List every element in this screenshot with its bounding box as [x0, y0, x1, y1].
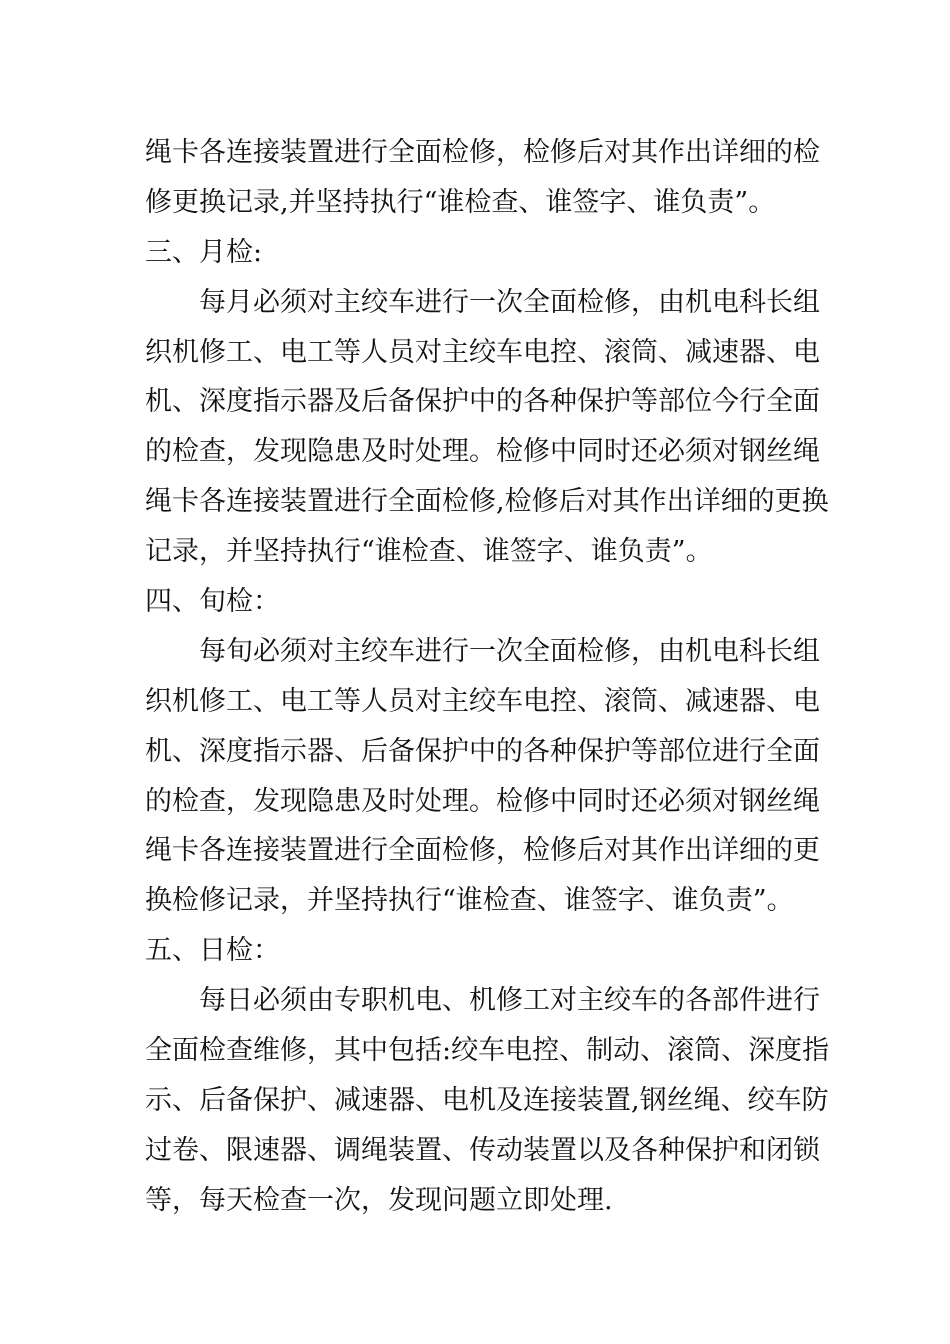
text-line: 换检修记录，并坚持执行“谁检查、谁签字、谁负责”。	[145, 885, 794, 917]
text-line: 织机修工、电工等人员对主绞车电控、滚筒、减速器、电	[145, 685, 820, 717]
text-line: 织机修工、电工等人员对主绞车电控、滚筒、减速器、电	[145, 336, 820, 368]
text-line: 记录，并坚持执行“谁检查、谁签字、谁负责”。	[145, 536, 713, 568]
text-line: 全面检查维修，其中包括:绞车电控、制动、滚筒、深度指	[145, 1035, 830, 1067]
text-line: 等，每天检查一次，发现问题立即处理.	[145, 1184, 613, 1216]
text-line: 机、深度指示器、后备保护中的各种保护等部位进行全面	[145, 735, 820, 767]
section-heading-monthly-check: 三、月检:	[145, 236, 263, 268]
document-page	[145, 128, 830, 1226]
text-line: 绳卡各连接装置进行全面检修,检修后对其作出详细的更换	[145, 486, 829, 518]
section-heading-daily-check: 五、日检：	[145, 935, 280, 967]
text-line: 示、后备保护、减速器、电机及连接装置,钢丝绳、绞车防	[145, 1084, 829, 1116]
paragraph-first-line: 每月必须对主绞车进行一次全面检修，由机电科长组	[199, 286, 820, 318]
text-line: 机、深度指示器及后备保护中的各种保护等部位今行全面	[145, 386, 820, 418]
text-line: 的检查，发现隐患及时处理。检修中同时还必须对钢丝绳	[145, 785, 820, 817]
text-line: 绳卡各连接装置进行全面检修，检修后对其作出详细的检	[145, 137, 820, 168]
paragraph-first-line: 每日必须由专职机电、机修工对主绞车的各部件进行	[199, 985, 820, 1017]
text-line: 过卷、限速器、调绳装置、传动装置以及各种保护和闭锁	[145, 1134, 820, 1166]
paragraph-first-line: 每旬必须对主绞车进行一次全面检修，由机电科长组	[199, 635, 820, 667]
section-heading-ten-day-check: 四、旬检：	[145, 586, 280, 618]
text-line: 绳卡各连接装置进行全面检修，检修后对其作出详细的更	[145, 835, 820, 867]
text-line: 的检查，发现隐患及时处理。检修中同时还必须对钢丝绳	[145, 436, 820, 468]
text-line: 修更换记录,并坚持执行“谁检查、谁签字、谁负责”。	[145, 186, 776, 218]
